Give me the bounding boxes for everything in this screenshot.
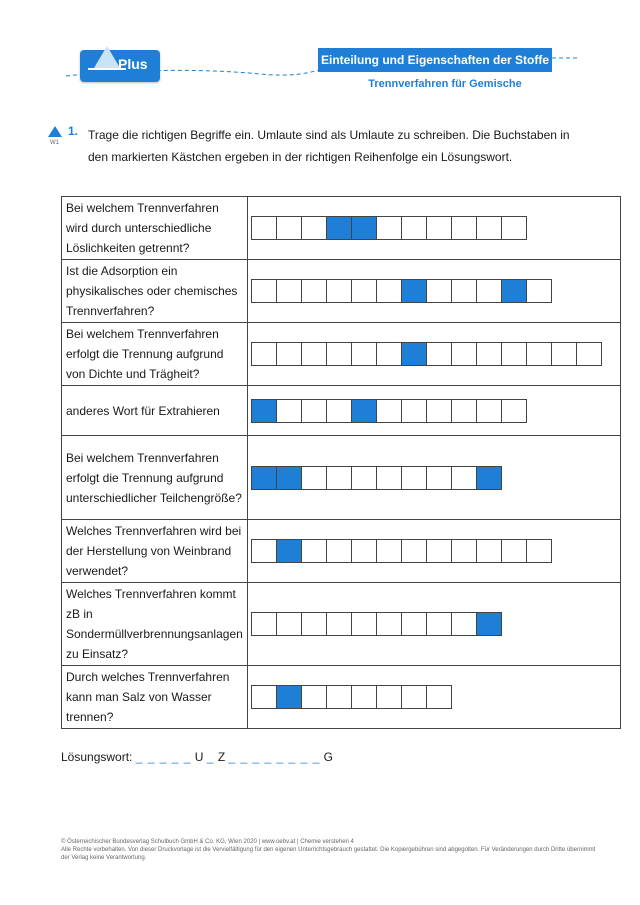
question-text: Welches Trennverfahren wird bei der Herstellung von Weinbrand verwendet? (62, 520, 248, 583)
letter-box[interactable] (526, 539, 552, 563)
highlighted-letter-box[interactable] (501, 279, 527, 303)
highlighted-letter-box[interactable] (276, 539, 302, 563)
letter-box[interactable] (426, 399, 452, 423)
solution-line (61, 750, 333, 764)
letter-box[interactable] (301, 685, 327, 709)
letter-box[interactable] (376, 216, 402, 240)
letter-box[interactable] (376, 612, 402, 636)
letter-box[interactable] (376, 342, 402, 366)
letter-box[interactable] (251, 685, 277, 709)
letter-box[interactable] (301, 399, 327, 423)
highlighted-letter-box[interactable] (276, 466, 302, 490)
box-row (251, 466, 620, 490)
letter-box[interactable] (426, 216, 452, 240)
letter-box[interactable] (376, 399, 402, 423)
letter-box[interactable] (326, 612, 352, 636)
letter-box[interactable] (251, 279, 277, 303)
highlighted-letter-box[interactable] (351, 216, 377, 240)
table-row (62, 520, 621, 583)
letter-box[interactable] (501, 399, 527, 423)
letter-box[interactable] (251, 539, 277, 563)
letter-box[interactable] (326, 342, 352, 366)
solution-letter-z: Z (217, 750, 226, 764)
letter-box[interactable] (451, 279, 477, 303)
letter-box[interactable] (426, 539, 452, 563)
table-row (62, 583, 621, 666)
letter-box[interactable] (326, 399, 352, 423)
letter-box[interactable] (526, 279, 552, 303)
letter-box[interactable] (426, 342, 452, 366)
table-row (62, 260, 621, 323)
letter-box[interactable] (301, 466, 327, 490)
letter-box[interactable] (501, 342, 527, 366)
answer-boxes (247, 583, 620, 666)
answer-boxes (247, 323, 620, 386)
box-row (251, 685, 620, 709)
answer-boxes (247, 666, 620, 729)
letter-box[interactable] (376, 279, 402, 303)
answer-boxes (247, 436, 620, 520)
solution-blank-1[interactable]: _ _ _ _ _ (135, 750, 192, 764)
plus-logo (80, 50, 160, 82)
question-text: Bei welchem Trennverfahren erfolgt die Trennung aufgrund unterschiedlicher Teilchengröße? (62, 436, 248, 520)
letter-box[interactable] (326, 539, 352, 563)
letter-box[interactable] (326, 466, 352, 490)
letter-box[interactable] (251, 342, 277, 366)
footer-rights: Alle Rechte vorbehalten. Von dieser Druckvorlage ist die Vervielfältigung für den eigenen Unterrichtsgebrauch gestattet. Die Kopiergebühren sind abgegolten. Für Veränderungen durch Dritte übernimmt der Verlag keine Verantwortung. (61, 847, 596, 861)
letter-box[interactable] (326, 685, 352, 709)
highlighted-letter-box[interactable] (251, 466, 277, 490)
letter-box[interactable] (576, 342, 602, 366)
box-row (251, 399, 620, 423)
table-row (62, 666, 621, 729)
letter-box[interactable] (451, 466, 477, 490)
highlighted-letter-box[interactable] (401, 342, 427, 366)
letter-box[interactable] (276, 216, 302, 240)
letter-box[interactable] (351, 685, 377, 709)
solution-letter-u: U (194, 750, 204, 764)
box-row (251, 342, 620, 366)
table-row (62, 436, 621, 520)
letter-box[interactable] (301, 279, 327, 303)
box-row (251, 216, 620, 240)
solution-letter-g: G (323, 750, 333, 764)
footer (61, 838, 601, 862)
highlighted-letter-box[interactable] (326, 216, 352, 240)
highlighted-letter-box[interactable] (401, 279, 427, 303)
letter-box[interactable] (276, 342, 302, 366)
letter-box[interactable] (351, 342, 377, 366)
letter-box[interactable] (251, 612, 277, 636)
letter-box[interactable] (426, 685, 452, 709)
letter-box[interactable] (401, 539, 427, 563)
question-text: Bei welchem Trennverfahren wird durch unterschiedliche Löslichkeiten getrennt? (62, 197, 248, 260)
triangle-icon (94, 46, 120, 68)
letter-box[interactable] (351, 279, 377, 303)
letter-box[interactable] (426, 279, 452, 303)
task-instructions: Trage die richtigen Begriffe ein. Umlaute sind als Umlaute zu schreiben. Die Buchstaben in den markierten Kästchen ergeben in der richtigen Reihenfolge ein Lösungswort. (88, 128, 570, 164)
letter-box[interactable] (451, 342, 477, 366)
letter-box[interactable] (326, 279, 352, 303)
letter-box[interactable] (501, 216, 527, 240)
question-text: Ist die Adsorption ein physikalisches oder chemisches Trennverfahren? (62, 260, 248, 323)
question-table (61, 196, 621, 729)
question-text: Bei welchem Trennverfahren erfolgt die Trennung aufgrund von Dichte und Trägheit? (62, 323, 248, 386)
solution-label: Lösungswort: (61, 750, 133, 764)
box-row (251, 539, 620, 563)
box-row (251, 279, 620, 303)
letter-box[interactable] (401, 685, 427, 709)
letter-box[interactable] (251, 216, 277, 240)
letter-box[interactable] (476, 216, 502, 240)
letter-box[interactable] (301, 539, 327, 563)
box-row (251, 612, 620, 636)
letter-box[interactable] (376, 539, 402, 563)
letter-box[interactable] (351, 612, 377, 636)
answer-boxes (247, 386, 620, 436)
letter-box[interactable] (476, 399, 502, 423)
task-number: 1. (68, 124, 79, 138)
letter-box[interactable] (451, 399, 477, 423)
table-row (62, 386, 621, 436)
letter-box[interactable] (276, 279, 302, 303)
letter-box[interactable] (401, 216, 427, 240)
letter-box[interactable] (276, 399, 302, 423)
answer-boxes (247, 520, 620, 583)
letter-box[interactable] (426, 612, 452, 636)
letter-box[interactable] (376, 466, 402, 490)
question-text: anderes Wort für Extrahieren (62, 386, 248, 436)
table-row (62, 323, 621, 386)
letter-box[interactable] (526, 342, 552, 366)
header-title: Einteilung und Eigenschaften der Stoffe (318, 48, 552, 72)
letter-box[interactable] (551, 342, 577, 366)
letter-box[interactable] (301, 612, 327, 636)
letter-box[interactable] (476, 539, 502, 563)
letter-box[interactable] (501, 539, 527, 563)
table-row (62, 197, 621, 260)
footer-copyright: © Österreichischer Bundesverlag Schulbuch GmbH & Co. KG, Wien 2020 | www.oebv.at | Chemie verstehen 4 (61, 839, 354, 845)
letter-box[interactable] (451, 612, 477, 636)
highlighted-letter-box[interactable] (476, 466, 502, 490)
level-triangle-icon (48, 126, 62, 137)
logo-label: Plus (118, 56, 148, 72)
solution-blank-3[interactable]: _ _ _ _ _ _ _ _ (228, 750, 321, 764)
highlighted-letter-box[interactable] (476, 612, 502, 636)
letter-box[interactable] (301, 216, 327, 240)
letter-box[interactable] (426, 466, 452, 490)
letter-box[interactable] (401, 466, 427, 490)
answer-boxes (247, 197, 620, 260)
question-text: Durch welches Trennverfahren kann man Salz von Wasser trennen? (62, 666, 248, 729)
letter-box[interactable] (301, 342, 327, 366)
letter-box[interactable] (401, 399, 427, 423)
highlighted-letter-box[interactable] (276, 685, 302, 709)
answer-boxes (247, 260, 620, 323)
letter-box[interactable] (476, 342, 502, 366)
highlighted-letter-box[interactable] (251, 399, 277, 423)
task-level: W1 (50, 140, 59, 146)
question-text: Welches Trennverfahren kommt zB in Sondermüllverbrennungsanlagen zu Einsatz? (62, 583, 248, 666)
header-subtitle: Trennverfahren für Gemische (368, 78, 522, 90)
solution-blank-2[interactable]: _ (206, 750, 215, 764)
highlighted-letter-box[interactable] (351, 399, 377, 423)
letter-box[interactable] (451, 216, 477, 240)
letter-box[interactable] (351, 539, 377, 563)
letter-box[interactable] (476, 279, 502, 303)
letter-box[interactable] (351, 466, 377, 490)
letter-box[interactable] (451, 539, 477, 563)
letter-box[interactable] (376, 685, 402, 709)
letter-box[interactable] (276, 612, 302, 636)
letter-box[interactable] (401, 612, 427, 636)
